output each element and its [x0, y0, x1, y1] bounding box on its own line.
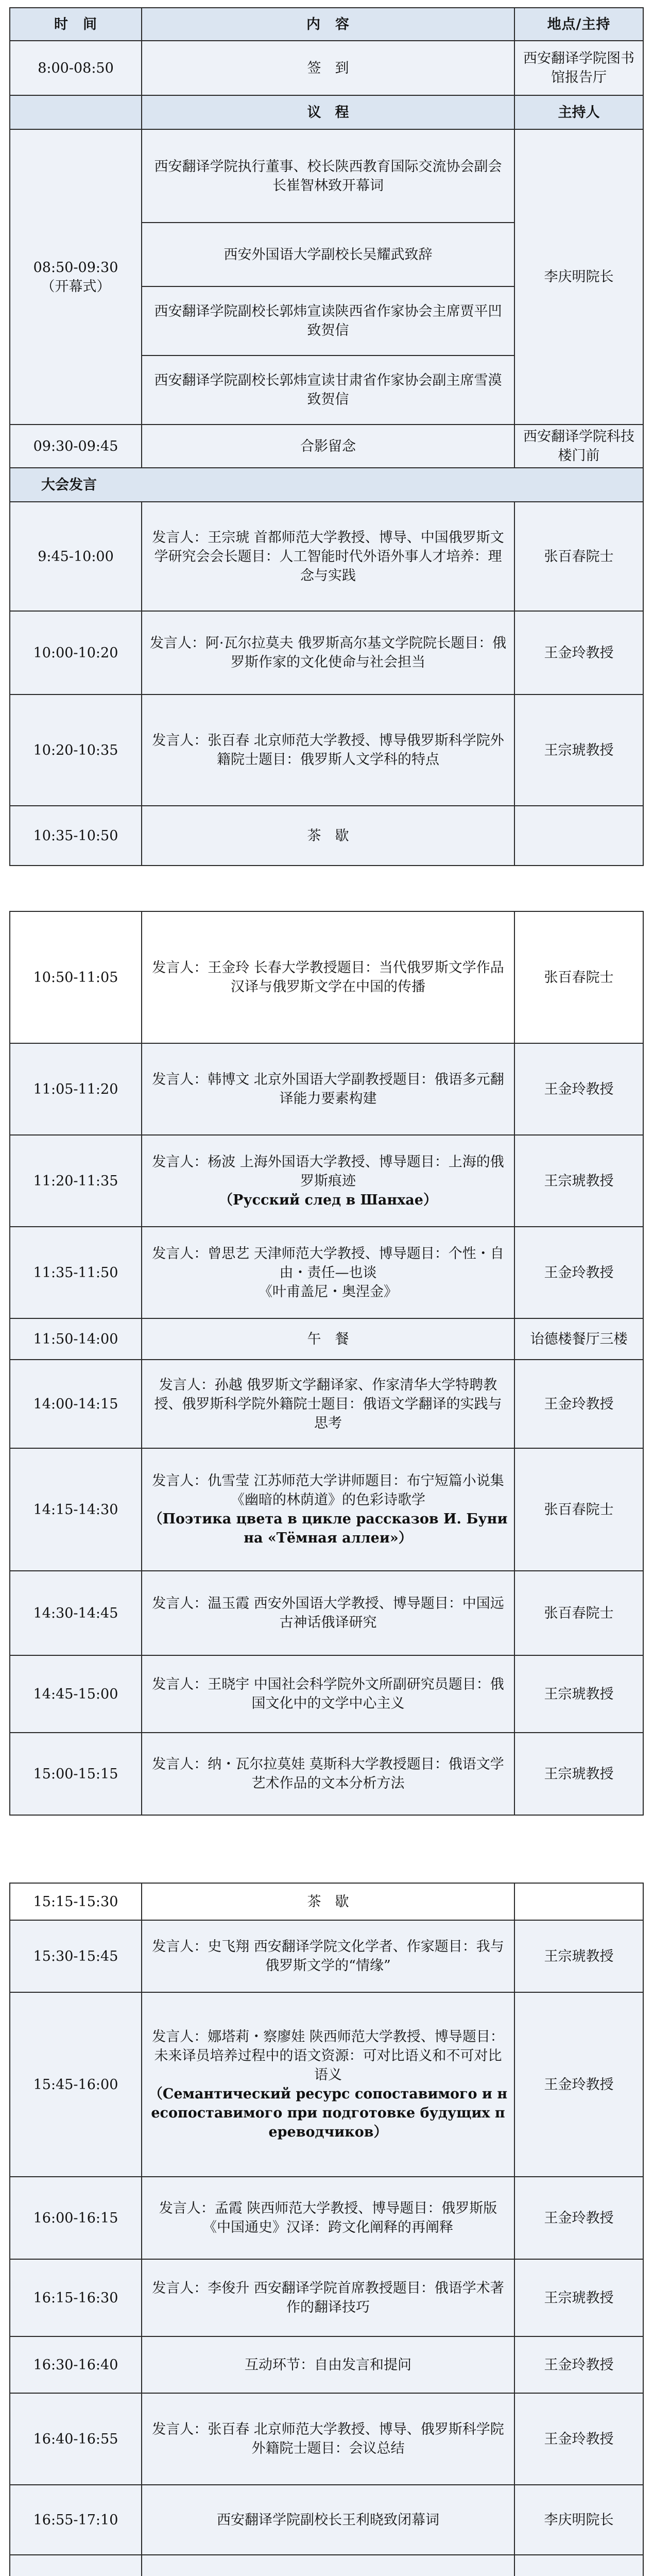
row-content: 发言人：王晓宇 中国社会科学院外文所副研究员题目：俄国文化中的文学中心主义: [142, 1655, 514, 1733]
row-content: [142, 1227, 514, 1318]
row-time: 14:45-15:00: [10, 1655, 142, 1733]
talk-row: [10, 1227, 643, 1318]
dinner-row: [10, 2555, 643, 2576]
talk-row: [10, 1448, 643, 1571]
talk-text: 发言人：仇雪莹 江苏师范大学讲师题目：布宁短篇小说集《幽暗的林荫道》的色彩诗歌学: [152, 1473, 504, 1508]
row-content: 发言人：阿·瓦尔拉莫夫 俄罗斯高尔基文学院院长题目：俄罗斯作家的文化使命与社会担当: [142, 611, 514, 694]
opening-row: [10, 129, 643, 223]
row-host: 王金玲教授: [514, 2177, 643, 2259]
talk-text: 发言人：杨波 上海外国语大学教授、博导题目：上海的俄罗斯痕迹: [152, 1154, 504, 1189]
row-host: 王宗琥教授: [514, 1733, 643, 1815]
break-row: [10, 806, 643, 866]
row-host: 王金玲教授: [514, 1992, 643, 2177]
row-place: 西安翻译学院科技楼门前: [514, 425, 643, 468]
row-content: 发言人：孟霞 陕西师范大学教授、博导题目：俄罗斯版《中国通史》汉译：跨文化阐释的再阐释: [142, 2177, 514, 2259]
row-time: [10, 2555, 142, 2576]
header-place: 地点/主持: [514, 8, 643, 41]
row-place: 西安翻译学院图书馆报告厅: [514, 41, 643, 95]
row-content: 发言人：孙越 俄罗斯文学翻译家、作家清华大学特聘教授、俄罗斯科学院外籍院士题目：俄语文学翻译的实践与思考: [142, 1360, 514, 1448]
row-time: 8:00-08:50: [10, 41, 142, 95]
opening-item: 西安翻译学院副校长郭炜宣读甘肃省作家协会副主席雪漠致贺信: [142, 355, 514, 425]
row-time: 10:00-10:20: [10, 611, 142, 694]
row-content: 发言人：温玉霞 西安外国语大学教授、博导题目：中国远古神话俄译研究: [142, 1571, 514, 1655]
talk-row: [10, 1043, 643, 1135]
row-content: [142, 1992, 514, 2177]
agenda-label: 议 程: [142, 95, 514, 129]
talk-row: [10, 2259, 643, 2336]
row-content: 午 餐: [142, 1318, 514, 1360]
talk-text: 发言人：娜塔莉・察廖娃 陕西师范大学教授、博导题目：未来译员培养过程中的语文资源：可对比语义和不可对比语义: [152, 2029, 504, 2083]
row-place: 诒德楼餐厅三楼: [514, 1318, 643, 1360]
host-label: 主持人: [514, 95, 643, 129]
header-row: [10, 8, 643, 41]
plenary-header-row: [10, 468, 643, 502]
row-content: 发言人：张百春 北京师范大学教授、博导、俄罗斯科学院外籍院士题目：会议总结: [142, 2393, 514, 2485]
row-time: 10:35-10:50: [10, 806, 142, 866]
row-content: 发言人：王宗琥 首都师范大学教授、博导、中国俄罗斯文学研究会会长题目：人工智能时代外语外事人才培养：理念与实践: [142, 502, 514, 611]
row-time: 10:20-10:35: [10, 694, 142, 806]
row-content: 合影留念: [142, 425, 514, 468]
row-host: 王金玲教授: [514, 2336, 643, 2393]
talk-row: [10, 1360, 643, 1448]
talk-text-russian: （Русский след в Шанхае）: [219, 1192, 437, 1208]
schedule-table-part1: [9, 7, 644, 866]
talk-text-work: 《叶甫盖尼・奥涅金》: [259, 1283, 398, 1300]
schedule-table-part3: [9, 1883, 644, 2576]
row-time: 11:50-14:00: [10, 1318, 142, 1360]
row-content: 茶 歇: [142, 806, 514, 866]
row-time: 10:50-11:05: [10, 911, 142, 1043]
opening-time-range: 08:50-09:30: [33, 259, 118, 276]
talk-row: [10, 1655, 643, 1733]
row-time: 14:15-14:30: [10, 1448, 142, 1571]
row-host: 王宗琥教授: [514, 694, 643, 806]
talk-text-russian: （Семантический ресурс сопоставимого и несопоставимого при подготовке будущих переводчиков）: [148, 2086, 508, 2140]
talk-row: [10, 502, 643, 611]
row-time: 09:30-09:45: [10, 425, 142, 468]
row-host: 王金玲教授: [514, 611, 643, 694]
row-time: 16:55-17:10: [10, 2485, 142, 2555]
row-time: [10, 95, 142, 129]
plenary-label: 大会发言: [10, 468, 643, 502]
row-content: 发言人：纳・瓦尔拉莫娃 莫斯科大学教授题目：俄语文学艺术作品的文本分析方法: [142, 1733, 514, 1815]
talk-text: 发言人：曾思艺 天津师范大学教授、博导题目：个性・自由・责任—也谈: [152, 1245, 504, 1281]
row-content: [142, 1135, 514, 1227]
photo-row: [10, 425, 643, 468]
row-host: 张百春院士: [514, 1571, 643, 1655]
row-content: [142, 1448, 514, 1571]
row-time: 9:45-10:00: [10, 502, 142, 611]
row-host: 王宗琥教授: [514, 1135, 643, 1227]
row-host: 王金玲教授: [514, 1043, 643, 1135]
row-content: 发言人：史飞翔 西安翻译学院文化学者、作家题目：我与俄罗斯文学的“情缘”: [142, 1920, 514, 1992]
signin-row: [10, 41, 643, 95]
row-time: 11:35-11:50: [10, 1227, 142, 1318]
row-time: 11:05-11:20: [10, 1043, 142, 1135]
row-host: 张百春院士: [514, 911, 643, 1043]
schedule-table-part2: [9, 911, 644, 1816]
row-host: [514, 1883, 643, 1920]
row-content: [142, 2555, 514, 2576]
row-content: 茶 歇: [142, 1883, 514, 1920]
row-host: 李庆明院长: [514, 2485, 643, 2555]
talk-row: [10, 1571, 643, 1655]
talk-row: [10, 1135, 643, 1227]
row-content: 发言人：李俊升 西安翻译学院首席教授题目：俄语学术著作的翻译技巧: [142, 2259, 514, 2336]
break-row: [10, 1883, 643, 1920]
row-host: 王金玲教授: [514, 1227, 643, 1318]
row-time: 11:20-11:35: [10, 1135, 142, 1227]
row-host: 王宗琥教授: [514, 1655, 643, 1733]
talk-row: [10, 611, 643, 694]
row-host: [514, 806, 643, 866]
lunch-row: [10, 1318, 643, 1360]
row-content: 发言人：张百春 北京师范大学教授、博导俄罗斯科学院外籍院士题目：俄罗斯人文学科的特点: [142, 694, 514, 806]
closing-row: [10, 2485, 643, 2555]
row-content: 互动环节：自由发言和提问: [142, 2336, 514, 2393]
header-time: 时 间: [10, 8, 142, 41]
row-host: 王金玲教授: [514, 2393, 643, 2485]
row-content: 发言人：王金玲 长春大学教授题目：当代俄罗斯文学作品汉译与俄罗斯文学在中国的传播: [142, 911, 514, 1043]
row-host: 王宗琥教授: [514, 2259, 643, 2336]
row-host: 王金玲教授: [514, 1360, 643, 1448]
row-time: 16:40-16:55: [10, 2393, 142, 2485]
row-time: 14:00-14:15: [10, 1360, 142, 1448]
agenda-header-row: [10, 95, 643, 129]
row-host: 张百春院士: [514, 502, 643, 611]
row-time: 15:15-15:30: [10, 1883, 142, 1920]
row-host: 张百春院士: [514, 1448, 643, 1571]
header-content: 内 容: [142, 8, 514, 41]
talk-row: [10, 1733, 643, 1815]
row-content: 发言人：韩博文 北京外国语大学副教授题目：俄语多元翻译能力要素构建: [142, 1043, 514, 1135]
talk-row: [10, 2336, 643, 2393]
row-host: 王宗琥教授: [514, 1920, 643, 1992]
talk-row: [10, 2177, 643, 2259]
row-time: 16:15-16:30: [10, 2259, 142, 2336]
opening-time-note: （开幕式）: [41, 278, 111, 295]
talk-row: [10, 2393, 643, 2485]
row-time: 15:30-15:45: [10, 1920, 142, 1992]
row-time: 15:45-16:00: [10, 1992, 142, 2177]
talk-row: [10, 1992, 643, 2177]
row-time: 15:00-15:15: [10, 1733, 142, 1815]
opening-item: 西安翻译学院执行董事、校长陕西教育国际交流协会副会长崔智林致开幕词: [142, 129, 514, 223]
row-place: [514, 2555, 643, 2576]
talk-text-russian: （Поэтика цвета в цикле рассказов И. Бунина «Тёмная аллеи»）: [148, 1511, 508, 1546]
talk-row: [10, 694, 643, 806]
opening-item: 西安翻译学院副校长郭炜宣读陕西省作家协会主席贾平凹致贺信: [142, 286, 514, 355]
row-content: 签 到: [142, 41, 514, 95]
talk-row: [10, 911, 643, 1043]
row-time: 16:00-16:15: [10, 2177, 142, 2259]
opening-time: [10, 129, 142, 425]
opening-item: 西安外国语大学副校长吴耀武致辞: [142, 223, 514, 286]
talk-row: [10, 1920, 643, 1992]
row-time: 14:30-14:45: [10, 1571, 142, 1655]
row-content: 西安翻译学院副校长王利晓致闭幕词: [142, 2485, 514, 2555]
row-time: 16:30-16:40: [10, 2336, 142, 2393]
opening-host: 李庆明院长: [514, 129, 643, 425]
